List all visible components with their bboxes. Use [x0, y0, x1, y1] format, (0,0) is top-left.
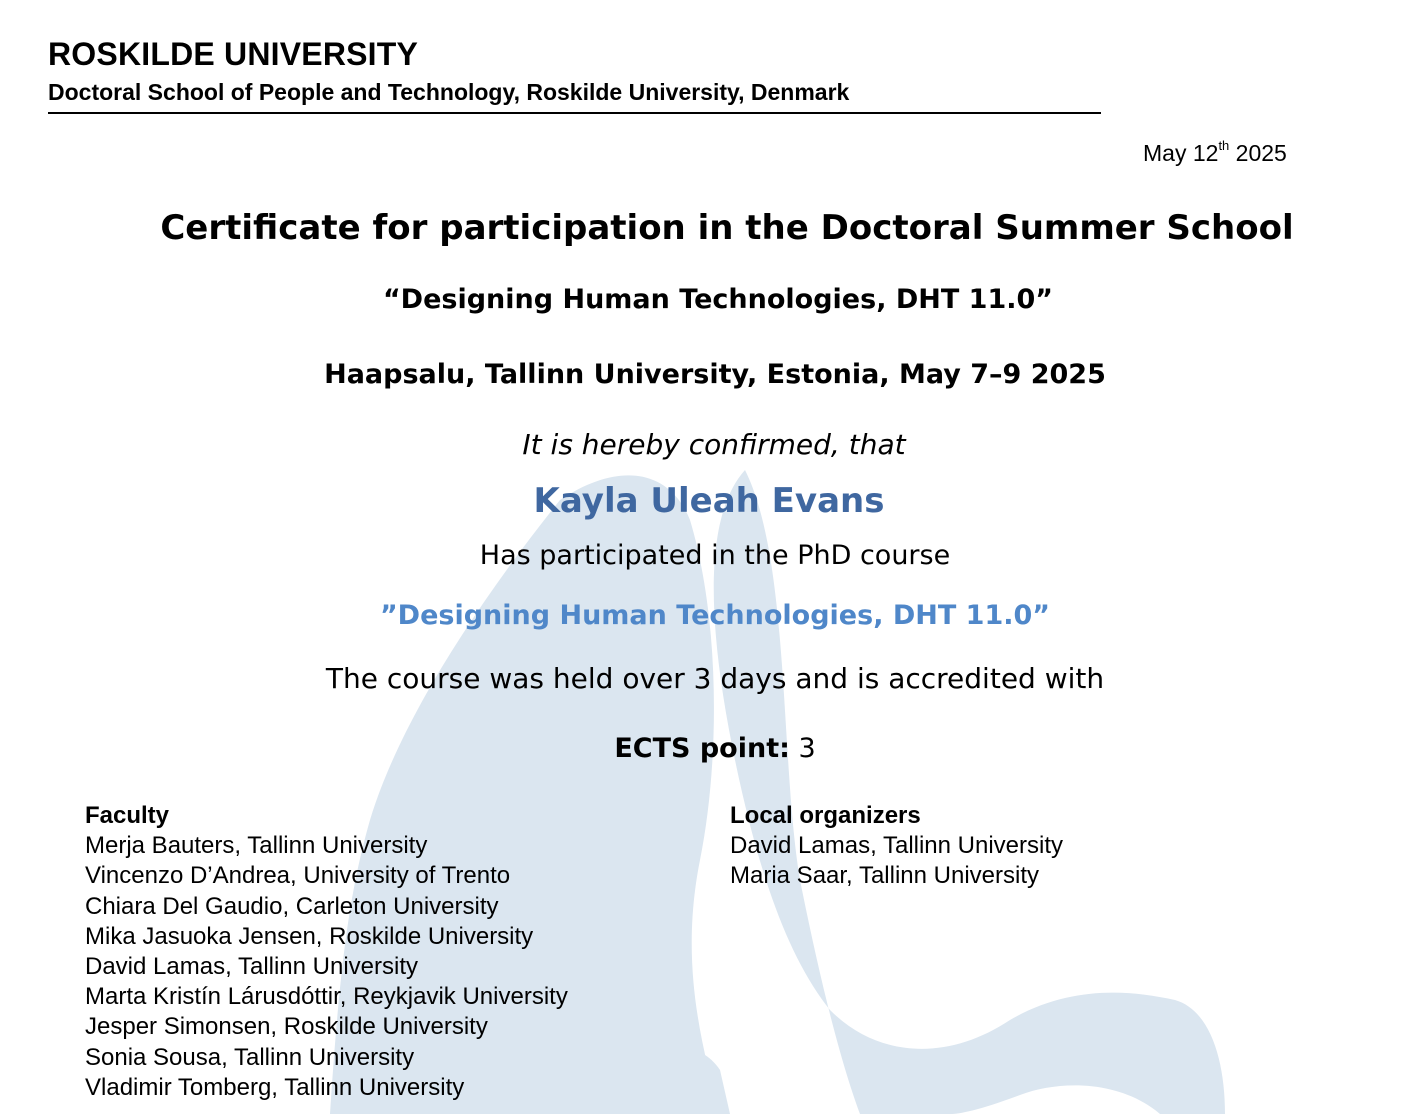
participant-name: Kayla Uleah Evans [533, 481, 885, 521]
certificate-title: Certificate for participation in the Doctoral Summer School [160, 208, 1294, 248]
participation-text: Has participated in the PhD course [479, 540, 951, 571]
doctoral-school-name: Doctoral School of People and Technology, Roskilde University, Denmark [48, 79, 850, 105]
faculty-member: Vladimir Tomberg, Tallinn University [85, 1073, 465, 1101]
date-year: 2025 [1229, 140, 1287, 166]
faculty-member: Merja Bauters, Tallinn University [85, 832, 428, 860]
certificate-date [1143, 140, 1287, 167]
course-name: ”Designing Human Technologies, DHT 11.0” [379, 600, 1051, 631]
university-name: ROSKILDE UNIVERSITY [48, 36, 419, 72]
faculty-member: David Lamas, Tallinn University [85, 953, 419, 981]
organizers-heading: Local organizers [730, 802, 921, 829]
faculty-member: Sonia Sousa, Tallinn University [85, 1043, 415, 1071]
accreditation-text: The course was held over 3 days and is accredited with [325, 662, 1105, 695]
summer-school-name: “Designing Human Technologies, DHT 11.0” [382, 284, 1054, 315]
faculty-member: Vincenzo D’Andrea, University of Trento [85, 862, 511, 890]
faculty-member: Mika Jasuoka Jensen, Roskilde University [85, 922, 534, 950]
date-suffix: th [1218, 138, 1230, 154]
organizer-member: Maria Saar, Tallinn University [730, 862, 1040, 890]
date-month-day: May 12 [1143, 140, 1219, 166]
ects-label: ECTS point: [614, 733, 790, 764]
school-location: Haapsalu, Tallinn University, Estonia, May 7–9 2025 [324, 359, 1106, 390]
faculty-member: Marta Kristín Lárusdóttir, Reykjavik University [85, 983, 568, 1011]
header-divider [48, 112, 1101, 114]
faculty-heading: Faculty [85, 802, 170, 829]
faculty-member: Jesper Simonsen, Roskilde University [85, 1013, 488, 1041]
ects-value: 3 [789, 733, 816, 764]
organizers-list [730, 801, 1063, 892]
organizer-member: David Lamas, Tallinn University [730, 832, 1064, 860]
ects-points [3, 733, 1424, 764]
faculty-member: Chiara Del Gaudio, Carleton University [85, 892, 499, 920]
confirmation-text: It is hereby confirmed, that [522, 428, 906, 461]
faculty-list [85, 801, 568, 1103]
